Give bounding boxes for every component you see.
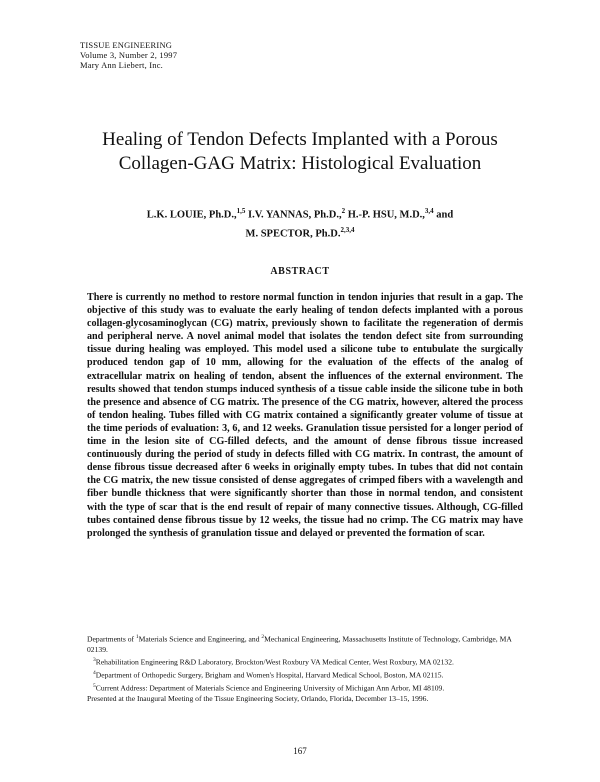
footnote-text: Current Address: Department of Materials Science and Engineering University of Michigan Ann Arbor, MI 48109.: [95, 683, 445, 693]
footnote-marker: 4: [93, 670, 96, 677]
author-affiliation: 2: [341, 207, 346, 215]
journal-header: [80, 40, 177, 70]
footnote-marker: 5: [93, 683, 96, 690]
author-name: L.K. LOUIE, Ph.D.,: [146, 209, 237, 221]
author-name: H.-P. HSU, M.D.,: [345, 209, 425, 221]
footnote-text: Rehabilitation Engineering R&D Laboratory, Brockton/West Roxbury VA Medical Center, West Roxbury, MA 02132.: [95, 657, 454, 667]
author-conjunction: and: [433, 209, 454, 221]
footnote-presented: Presented at the Inaugural Meeting of the Tissue Engineering Society, Orlando, Florida, December 13–15, 1996.: [87, 694, 429, 704]
journal-name: TISSUE ENGINEERING: [80, 40, 173, 50]
abstract-text: There is currently no method to restore normal function in tendon injuries that result in a gap. The objective of this study was to evaluate the early healing of tendon defects implanted with a porous collagen-glycosaminoglycan (CG) matrix, previously shown to facilitate the regeneration of dermis and peripheral nerve. A novel animal model that isolates the tendon defect site from surrounding tissue during healing was employed. This model used a silicone tube to entubulate the surgically produced tendon gap of 10 mm, allowing for the evaluation of the effects of the analog of extracellular matrix on healing of tendon, absent the influences of the external environment. The results showed that tendon stumps induced synthesis of a tissue cable inside the silicone tube in both the presence and absence of CG matrix. The presence of the CG matrix, however, altered the process of tendon healing. Tubes filled with CG matrix contained a significantly greater volume of tissue at the time periods of evaluation: 3, 6, and 12 weeks. Granulation tissue persisted for a longer period of time in the lesion site of CG-filled defects, and the amount of dense fibrous tissue increased continuously during the period of study in defects filled with CG matrix. In contrast, the amount of dense fibrous tissue decreased after 6 weeks in originally empty tubes. In tubes that did not contain the CG matrix, the new tissue consisted of dense aggregates of crimped fibers with a wavelength and fiber bundle thickness that were significantly shorter than those in normal tendon, and consistent with the type of scar that is the end result of repair of many connective tissues. Although, CG-filled tubes contained dense fibrous tissue by 12 weeks, the tissue had no crimp. The CG matrix may have prolonged the synthesis of granulation tissue and delayed or prevented the formation of scar.: [87, 292, 523, 539]
footnote-text: Mechanical Engineering, Massachusetts Institute of Technology, Cambridge, MA 02139.: [87, 634, 512, 654]
footnote-text: Department of Orthopedic Surgery, Brigham and Women's Hospital, Harvard Medical School, Boston, MA 02115.: [95, 670, 444, 680]
paper-title: [0, 128, 600, 176]
footnote-text: Materials Science and Engineering, and: [138, 634, 262, 644]
footnote-orthopedic: [87, 668, 523, 681]
author-name: M. SPECTOR, Ph.D.: [245, 228, 341, 239]
author-affiliation: 2,3,4: [340, 225, 355, 234]
author-list: [0, 204, 600, 241]
author-affiliation: 1,5: [236, 207, 246, 215]
journal-issue: Volume 3, Number 2, 1997: [80, 50, 178, 60]
footnote-text: Departments of: [87, 634, 136, 644]
author-line-2: [0, 223, 600, 242]
title-line-1: Healing of Tendon Defects Implanted with a Porous: [102, 129, 498, 150]
footnote-marker: 3: [93, 657, 96, 664]
author-line-1: [0, 204, 600, 223]
footnotes: [87, 632, 523, 705]
abstract-heading: ABSTRACT: [270, 266, 330, 277]
footnote-marker: 1: [135, 634, 139, 640]
author-affiliation: 3,4: [424, 207, 434, 215]
journal-publisher: Mary Ann Liebert, Inc.: [80, 60, 164, 70]
footnote-marker: 2: [261, 634, 265, 640]
footnote-affiliations: [87, 632, 523, 655]
title-line-2: Collagen-GAG Matrix: Histological Evaluation: [118, 153, 482, 174]
page-number: 167: [293, 746, 307, 756]
author-name: I.V. YANNAS, Ph.D.,: [245, 209, 342, 221]
footnote-current-address: [87, 681, 523, 694]
footnote-rehab: [87, 655, 523, 668]
